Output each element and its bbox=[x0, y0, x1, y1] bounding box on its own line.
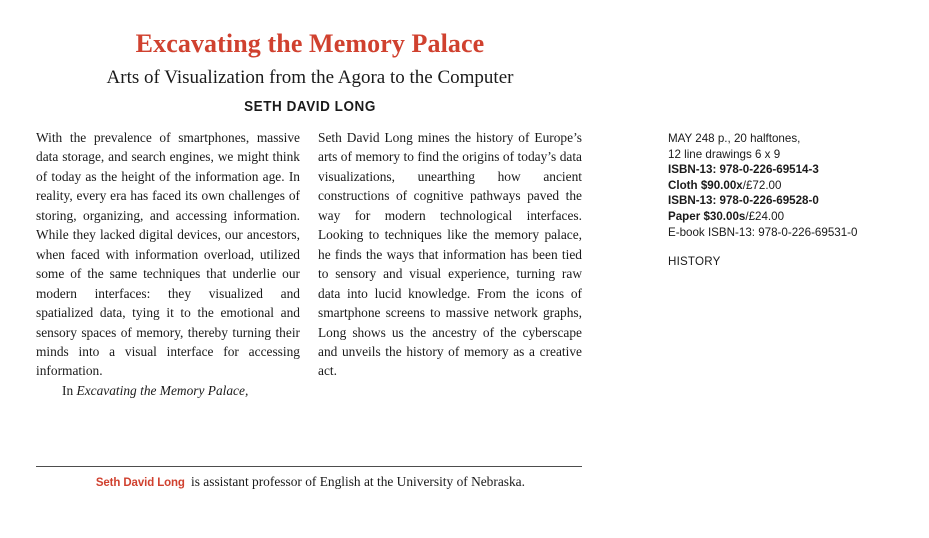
ebook-isbn: E-book ISBN-13: 978-0-226-69531-0 bbox=[668, 225, 858, 239]
paper-isbn: ISBN-13: 978-0-226-69528-0 bbox=[668, 194, 819, 208]
paper-price-gbp: /£24.00 bbox=[745, 209, 785, 223]
paper-price-amount: Paper $30.00s bbox=[668, 209, 746, 223]
paper-price bbox=[668, 209, 898, 225]
cloth-isbn: ISBN-13: 978-0-226-69514-3 bbox=[668, 163, 819, 177]
description-column-right bbox=[318, 128, 582, 400]
author-bio-name: Seth David Long bbox=[95, 475, 185, 489]
author-bio-text: is assistant professor of English at the University of Nebraska. bbox=[187, 474, 525, 489]
footer-divider bbox=[36, 466, 582, 467]
subject-category: HISTORY bbox=[668, 255, 721, 269]
book-title-italic: Excavating the Memory Palace, bbox=[76, 382, 249, 398]
paragraph-2-prefix: In bbox=[62, 382, 77, 398]
book-subtitle: Arts of Visualization from the Agora to the Computer bbox=[106, 66, 514, 88]
pub-details-line-2: 12 line drawings 6 x 9 bbox=[668, 147, 781, 161]
cloth-price-amount: Cloth $90.00x bbox=[668, 178, 743, 192]
author-bio bbox=[36, 472, 582, 492]
book-author-byline: SETH DAVID LONG bbox=[244, 99, 376, 116]
description-paragraph-1: With the prevalence of smartphones, massive data storage, and search engines, we might think of today as the height of the information age. In reality, every era has faced its own challenges of storing, organizing, and accessing information. While they lacked digital devices, our ancestors, when faced with information overload, utilized some of the same techniques that underlie our modern interfaces: they visualized and spatialized data, tying it to the emotional and sensory spaces of memory, thereby turning their minds into a visual interface for accessing information. bbox=[36, 130, 300, 379]
book-header bbox=[36, 30, 584, 115]
description-paragraph-2 bbox=[36, 381, 300, 400]
page-title: Excavating the Memory Palace bbox=[135, 29, 485, 58]
pub-details-line-1: MAY 248 p., 20 halftones, bbox=[668, 132, 801, 145]
publication-metadata bbox=[668, 131, 898, 270]
description-paragraph-3: Seth David Long mines the history of Europe’s arts of memory to find the origins of today’s data visualizations, unearthing how ancient constructions of cognitive pathways paved the way for modern technological interfaces. Looking to techniques like the memory palace, he finds the ways that information has been tied to sensory and visual experience, turning raw data into lucid knowledge. From the icons of smartphone screens to massive network graphs, Long shows us the ancestry of the cyberscape and unveils the history of memory as a creative act. bbox=[318, 130, 582, 379]
cloth-price bbox=[668, 178, 898, 194]
description-columns bbox=[36, 128, 582, 400]
cloth-price-gbp: /£72.00 bbox=[742, 178, 782, 192]
description-column-left bbox=[36, 128, 300, 400]
